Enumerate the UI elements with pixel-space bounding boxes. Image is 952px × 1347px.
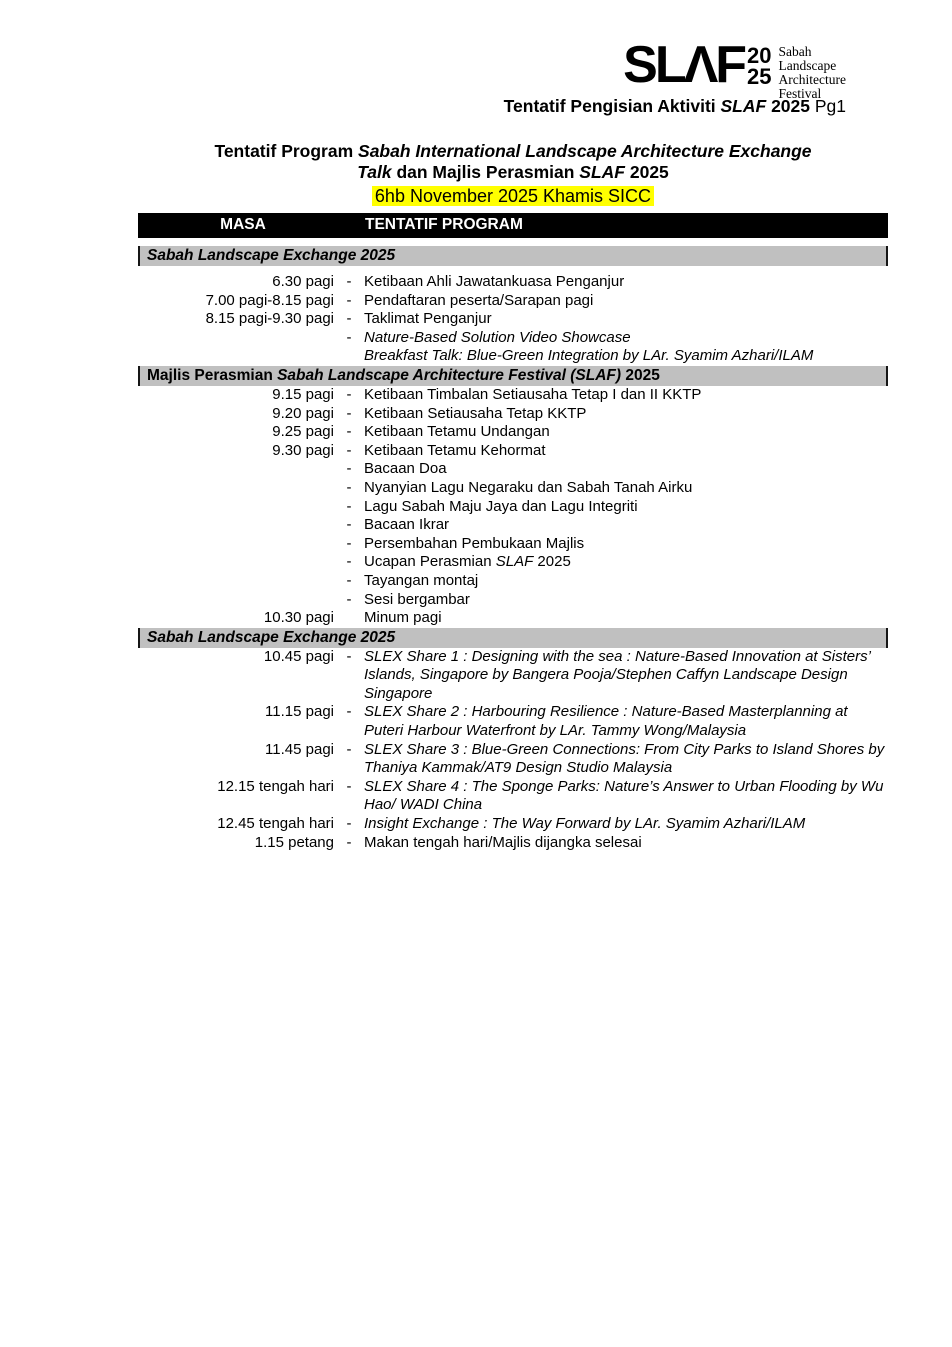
section-band-text: 2025 [621,366,660,384]
program-title [138,141,888,208]
program-text: Insight Exchange : The Way Forward by LAr. Syamim Azhari/ILAM [364,815,806,833]
program-row [138,479,888,498]
program-text: Bacaan Doa [364,460,447,478]
title-normal-text: dan Majlis Perasmian [391,162,580,183]
program-row [138,516,888,535]
program-row [138,741,888,778]
program-text: Sesi bergambar [364,590,470,608]
program-row [138,553,888,572]
time-cell: 11.15 pagi [265,703,334,721]
slaf-logo-year-bottom: 25 [747,63,772,89]
title-italic-text: Sabah International Landscape Architecture Exchange [358,141,812,161]
dash-cell: - [346,647,352,665]
time-cell: 7.00 pagi-8.15 pagi [205,291,334,309]
dash-cell: - [346,590,352,608]
program-row [138,329,888,348]
tagline-line: Landscape [778,58,837,74]
dash-cell: - [346,516,352,534]
program-cell [364,498,888,517]
program-cell [364,310,888,329]
page-header [503,36,846,117]
program-cell [364,329,888,348]
program-row [138,442,888,461]
program-text: Lagu Sabah Maju Jaya dan Lagu Integriti [364,497,638,515]
program-text: SLEX Share 4 : The Sponge Parks: Nature’s Answer to Urban Flooding by Wu Hao/ WADI China [364,777,884,814]
time-cell [138,572,334,591]
doc-title-line [504,96,846,117]
program-text: Ketibaan Tetamu Kehormat [364,441,546,459]
program-cell [364,405,888,424]
program-text: SLEX Share 2 : Harbouring Resilience : Nature-Based Masterplanning at Puteri Harbour Waterfront by LAr. Tammy Wong/Malaysia [364,703,848,740]
program-title-line2 [138,162,888,183]
program-text: Ucapan Perasmian [364,553,496,571]
highlighted-date: 6hb November 2025 Khamis SICC [372,186,654,206]
title-italic-text: Talk [357,162,392,183]
program-text: Ketibaan Ahli Jawatankuasa Penganjur [364,273,625,290]
program-text: Makan tengah hari/Majlis dijangka selesai [364,833,642,851]
doc-title-prefix: Tentatif Pengisian Aktiviti [503,96,721,117]
tagline-line: Sabah [778,44,812,59]
section-band-text: Sabah Landscape Exchange 2025 [147,628,396,646]
program-cell [364,273,888,292]
time-cell: 9.20 pagi [272,404,334,422]
program-cell [364,386,888,405]
program-cell [364,535,888,554]
time-cell [138,591,334,610]
program-cell [364,516,888,535]
program-cell [364,741,888,778]
program-row [138,778,888,815]
program-text: Ketibaan Timbalan Setiausaha Tetap I dan II KKTP [364,385,702,403]
time-cell: 8.15 pagi-9.30 pagi [205,310,334,328]
dash-cell: - [346,571,352,589]
section-band [138,246,888,266]
time-cell: 12.15 tengah hari [217,777,334,795]
program-text: Persembahan Pembukaan Majlis [364,534,585,552]
program-text: Bacaan Ikrar [364,516,450,534]
section-band-text: Majlis Perasmian [147,366,278,384]
program-cell [364,553,888,572]
time-cell [138,535,334,554]
program-row [138,648,888,704]
time-cell: 9.25 pagi [272,423,334,441]
dash-cell: - [346,833,352,851]
program-cell [364,442,888,461]
event-date-line [138,186,888,208]
tagline-line: Architecture [778,72,846,88]
program-text: Nyanyian Lagu Negaraku dan Sabah Tanah Airku [364,478,693,496]
program-cell [364,347,888,366]
section-band [138,366,888,386]
dash-cell: - [346,328,352,346]
dash-cell: - [346,478,352,496]
program-cell [364,609,888,628]
time-cell: 10.30 pagi [263,609,334,627]
tagline-line: Festival [778,86,822,102]
program-cell [364,460,888,479]
section-band-text: Sabah Landscape Exchange 2025 [147,247,396,264]
program-text: Nature-Based Solution Video Showcase [364,328,631,346]
program-row [138,703,888,740]
program-row [138,460,888,479]
program-cell [364,292,888,311]
dash-cell: - [346,777,352,795]
program-cell [364,479,888,498]
program-row [138,609,888,628]
program-row [138,386,888,405]
program-row [138,292,888,311]
time-cell: 10.45 pagi [263,647,334,665]
program-row [138,572,888,591]
time-cell: 1.15 petang [254,833,334,851]
program-row [138,591,888,610]
program-cell [364,815,888,834]
time-cell [138,460,334,479]
time-cell [138,479,334,498]
dash-cell: - [346,553,352,571]
program-text: SLEX Share 3 : Blue-Green Connections: From City Parks to Island Shores by Thaniya Kammak/AT9 Design Studio Malaysia [364,740,885,777]
program-row [138,310,888,329]
title-normal-text: Tentatif Program [214,141,359,161]
time-cell: 9.15 pagi [272,385,334,403]
column-header-program: TENTATIF PROGRAM [365,216,523,234]
program-row [138,834,888,853]
dash-cell: - [346,441,352,459]
dash-cell: - [346,423,352,441]
program-row [138,535,888,554]
program-cell [364,834,888,853]
page-number: Pg1 [810,96,846,117]
slaf-logo-tagline [779,45,846,101]
program-row [138,347,888,366]
slaf-logo [623,36,846,102]
program-title-line1 [138,141,888,162]
program-text: Taklimat Penganjur [364,310,492,328]
program-text: Pendaftaran peserta/Sarapan pagi [364,291,594,309]
time-cell [138,553,334,572]
time-cell: 6.30 pagi [272,273,334,290]
dash-cell [334,347,364,366]
slaf-wordmark: SLΛF [623,36,745,94]
program-text: Minum pagi [364,609,442,627]
dash-cell: - [346,404,352,422]
dash-cell [334,609,364,628]
slaf-logo-year-top: 20 [747,43,772,68]
table-header-row [138,213,888,238]
program-text: Breakfast Talk: Blue-Green Integration by LAr. Syamim Azhari/ILAM [364,347,814,365]
slaf-logo-year [747,43,772,89]
program-text: 2025 [533,553,571,571]
dash-cell: - [346,273,352,290]
program-row [138,815,888,834]
dash-cell: - [346,534,352,552]
time-cell: 12.45 tengah hari [217,815,334,833]
time-cell: 9.30 pagi [272,441,334,459]
time-cell [138,498,334,517]
section-band [138,628,888,648]
dash-cell: - [346,497,352,515]
dash-cell: - [346,703,352,721]
dash-cell: - [346,385,352,403]
program-text: Tayangan montaj [364,571,479,589]
dash-cell: - [346,460,352,478]
program-cell [364,591,888,610]
dash-cell: - [346,740,352,758]
time-cell: 11.45 pagi [265,740,334,758]
program-row [138,498,888,517]
title-normal-text: 2025 [625,162,669,183]
dash-cell: - [346,291,352,309]
program-text: SLAF [495,553,534,571]
program-cell [364,703,888,740]
program-text: SLEX Share 1 : Designing with the sea : Nature-Based Innovation at Sisters’ Islands, Singapore by Bangera Pooja/Stephen Caffyn Landscape Design Singapore [364,647,871,702]
program-text: Ketibaan Setiausaha Tetap KKTP [364,404,587,422]
dash-cell: - [346,815,352,833]
program-table [138,213,888,852]
time-cell [138,329,334,348]
doc-title-year: 2025 [766,96,810,117]
section-band-text: Sabah Landscape Architecture Festival (SLAF) [277,366,622,384]
dash-cell: - [346,310,352,328]
time-cell [138,516,334,535]
program-cell [364,648,888,704]
doc-title-slaf: SLAF [720,96,767,117]
time-cell [138,347,334,366]
program-row [138,273,888,292]
program-cell [364,778,888,815]
program-cell [364,423,888,442]
program-text: Ketibaan Tetamu Undangan [364,423,550,441]
title-italic-text: SLAF [579,162,625,183]
column-header-masa: MASA [220,216,266,234]
program-row [138,423,888,442]
program-row [138,405,888,424]
program-table-rows [138,246,888,852]
program-cell [364,572,888,591]
